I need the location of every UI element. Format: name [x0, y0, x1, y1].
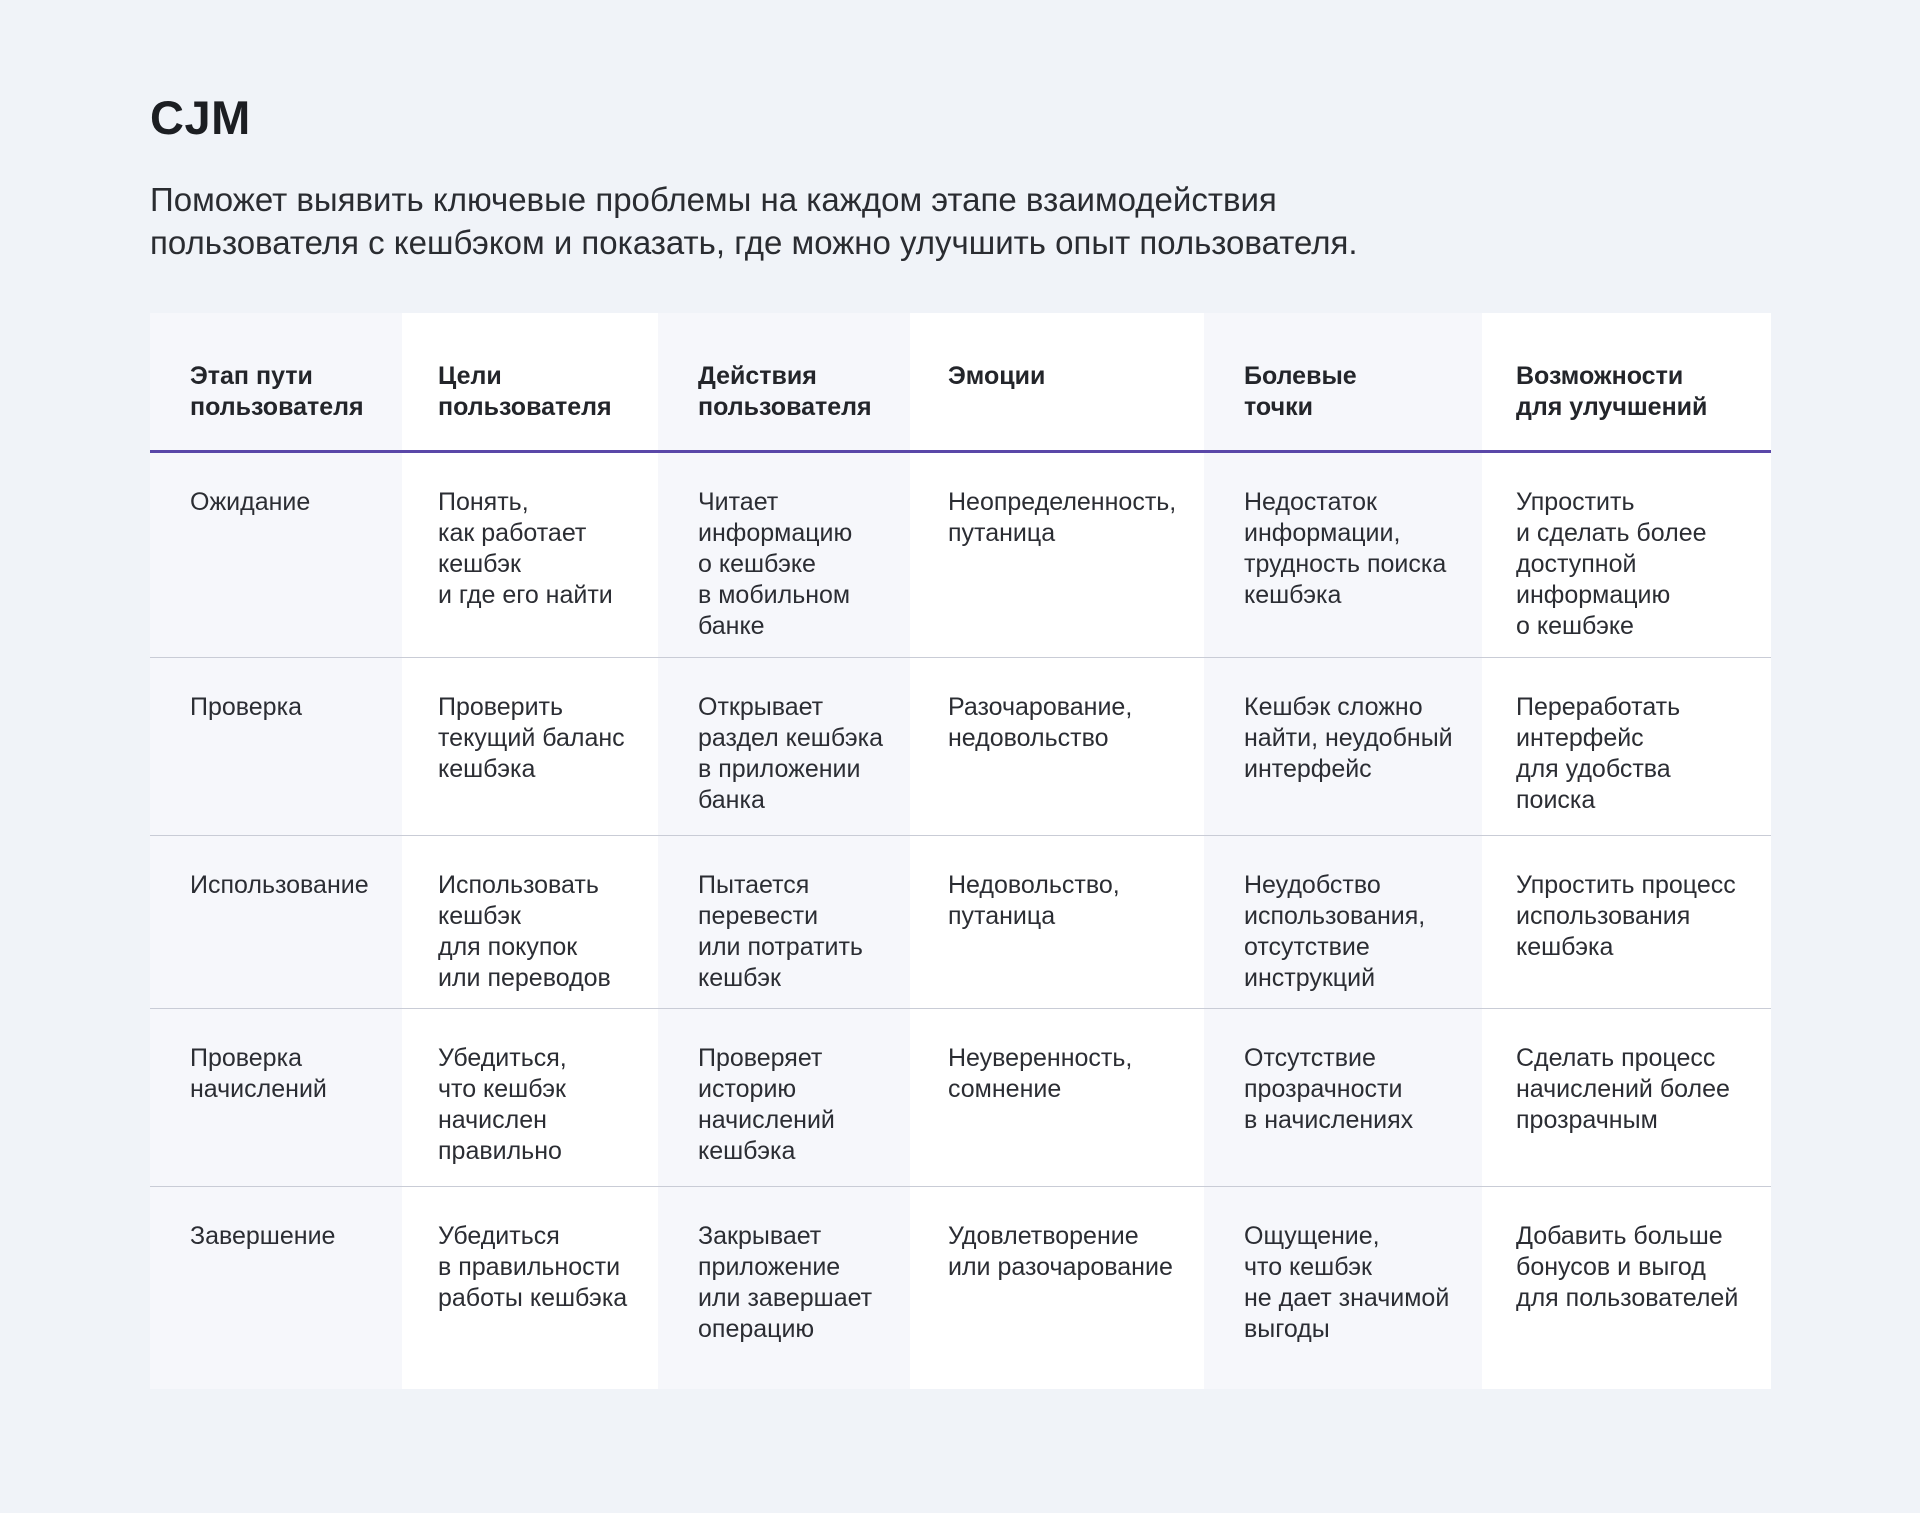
cell-actions: Проверяет историю начислений кешбэка	[658, 1008, 910, 1186]
cell-stage: Проверка	[150, 657, 402, 835]
cell-pain-points: Неудобство использования, отсутствие инструкций	[1204, 835, 1482, 1008]
cell-actions: Открывает раздел кешбэка в приложении банка	[658, 657, 910, 835]
cell-pain-points: Ощущение, что кешбэк не дает значимой выгоды	[1204, 1186, 1482, 1389]
cell-improvements: Сделать процесс начислений более прозрачным	[1482, 1008, 1771, 1186]
cell-stage: Завершение	[150, 1186, 402, 1389]
header-improvements: Возможности для улучшений	[1482, 313, 1771, 451]
cell-pain-points: Недостаток информации, трудность поиска кешбэка	[1204, 451, 1482, 657]
cell-improvements: Упростить процесс использования кешбэка	[1482, 835, 1771, 1008]
cell-emotions: Удовлетворение или разочарование	[910, 1186, 1204, 1389]
cell-goals: Убедиться, что кешбэк начислен правильно	[402, 1008, 658, 1186]
table-row	[150, 1008, 1771, 1186]
table-row	[150, 657, 1771, 835]
cell-emotions: Неопределенность, путаница	[910, 451, 1204, 657]
cell-improvements: Добавить больше бонусов и выгод для пользователей	[1482, 1186, 1771, 1389]
cell-goals: Использовать кешбэк для покупок или переводов	[402, 835, 658, 1008]
cell-pain-points: Кешбэк сложно найти, неудобный интерфейс	[1204, 657, 1482, 835]
cell-stage: Проверка начислений	[150, 1008, 402, 1186]
page-subtitle: Поможет выявить ключевые проблемы на каждом этапе взаимодействия пользователя с кешбэком и показать, где можно улучшить опыт пользователя.	[150, 181, 1358, 261]
header-emotions: Эмоции	[910, 313, 1204, 451]
cell-improvements: Упростить и сделать более доступной информацию о кешбэке	[1482, 451, 1771, 657]
cell-emotions: Разочарование, недовольство	[910, 657, 1204, 835]
cjm-table	[150, 313, 1771, 1389]
cell-goals: Понять, как работает кешбэк и где его найти	[402, 451, 658, 657]
page-title: CJM	[150, 91, 251, 144]
cell-emotions: Недовольство, путаница	[910, 835, 1204, 1008]
header-pain-points: Болевые точки	[1204, 313, 1482, 451]
cell-goals: Проверить текущий баланс кешбэка	[402, 657, 658, 835]
cell-actions: Пытается перевести или потратить кешбэк	[658, 835, 910, 1008]
cell-goals: Убедиться в правильности работы кешбэка	[402, 1186, 658, 1389]
cell-stage: Использование	[150, 835, 402, 1008]
header-goals: Цели пользователя	[402, 313, 658, 451]
cell-emotions: Неуверенность, сомнение	[910, 1008, 1204, 1186]
cell-stage: Ожидание	[150, 451, 402, 657]
cell-pain-points: Отсутствие прозрачности в начислениях	[1204, 1008, 1482, 1186]
header-stage: Этап пути пользователя	[150, 313, 402, 451]
table-row	[150, 451, 1771, 657]
table-header-row	[150, 313, 1771, 451]
table-row	[150, 835, 1771, 1008]
cell-actions: Читает информацию о кешбэке в мобильном банке	[658, 451, 910, 657]
cell-actions: Закрывает приложение или завершает операцию	[658, 1186, 910, 1389]
header-actions: Действия пользователя	[658, 313, 910, 451]
table-row	[150, 1186, 1771, 1389]
cell-improvements: Переработать интерфейс для удобства поиска	[1482, 657, 1771, 835]
